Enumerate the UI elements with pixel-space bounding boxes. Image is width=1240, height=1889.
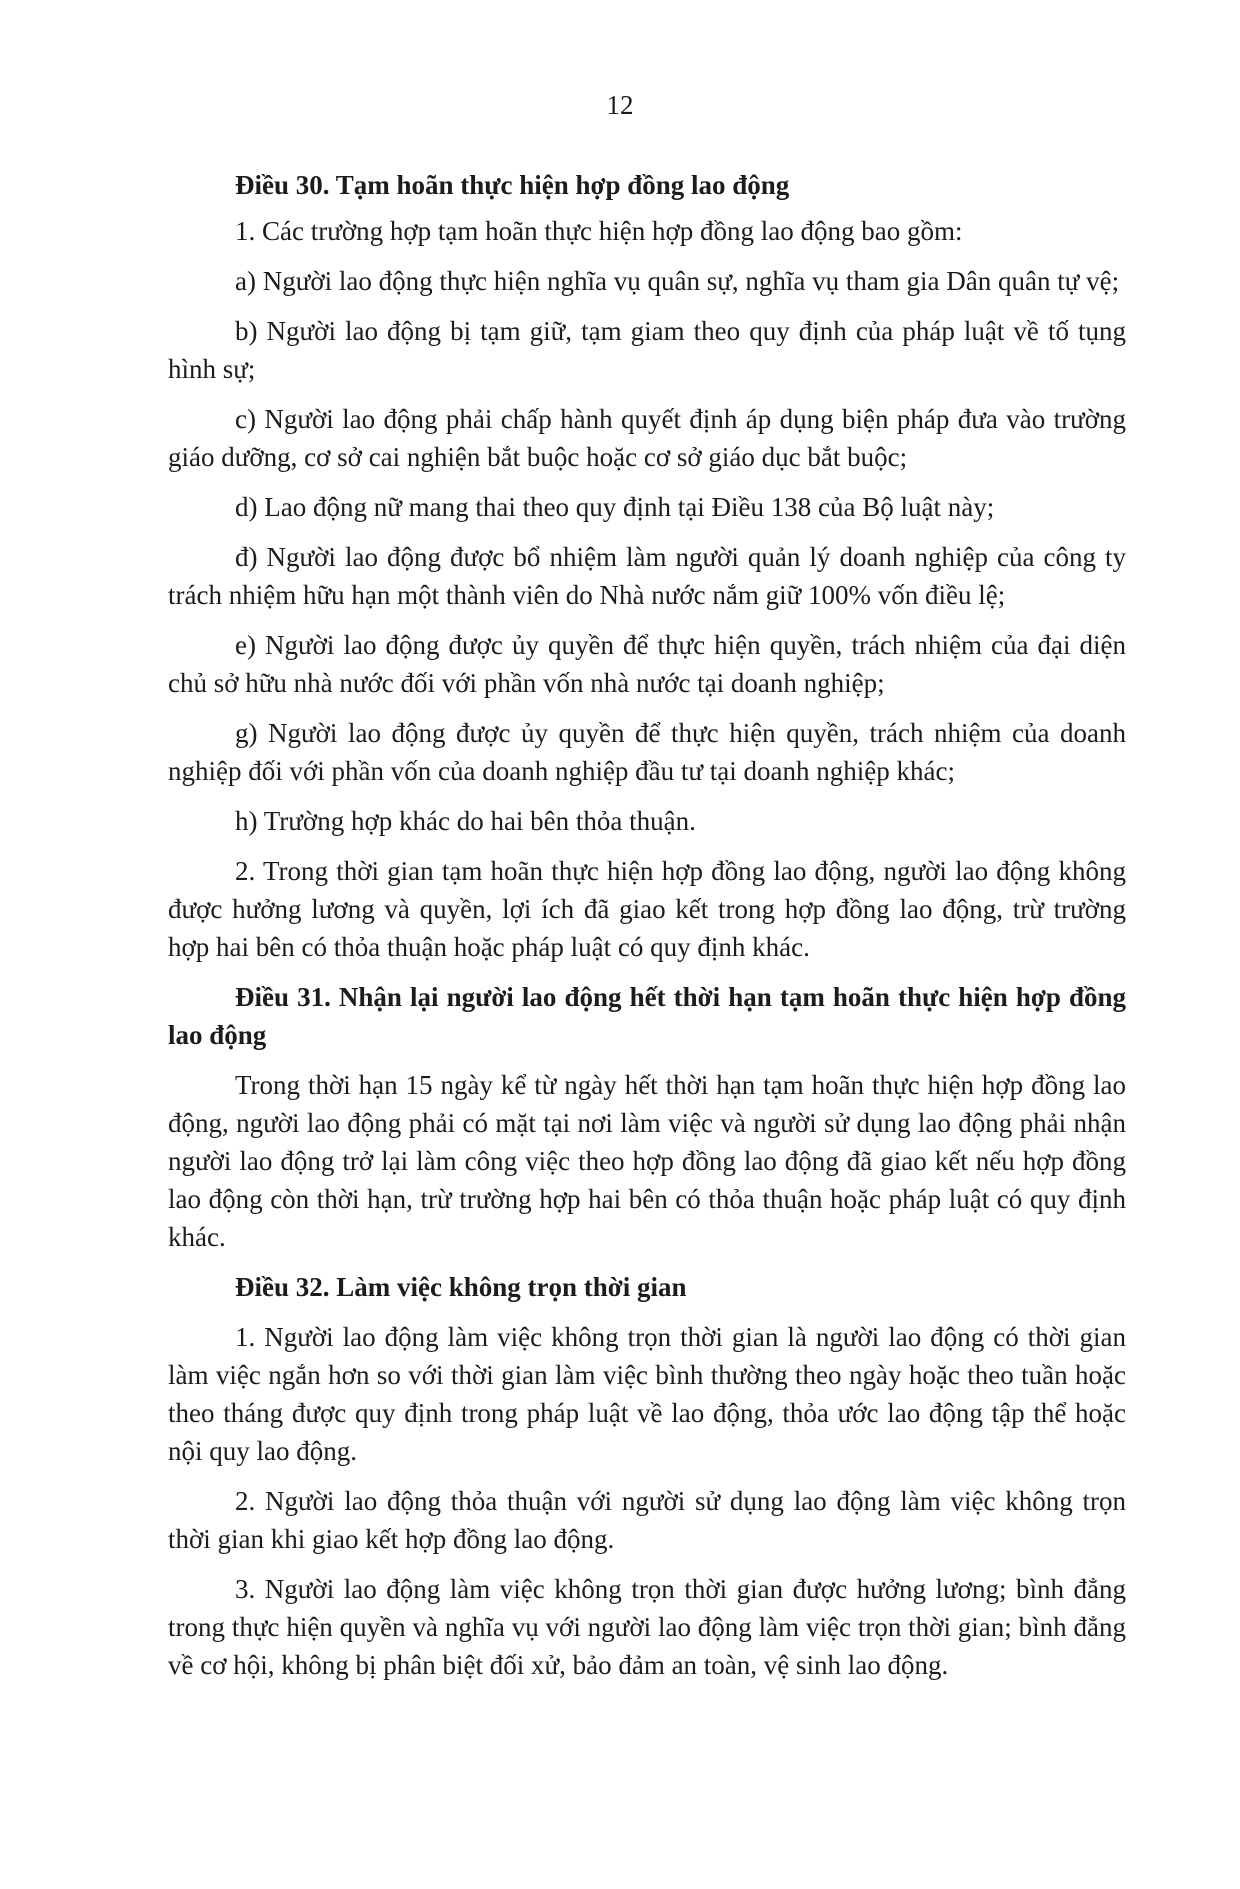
article-paragraph: c) Người lao động phải chấp hành quyết định áp dụng biện pháp đưa vào trường giáo dưỡng, cơ sở cai nghiện bắt buộc hoặc cơ sở giáo dục bắt buộc; [168, 404, 1126, 472]
article-31 [168, 978, 1126, 1256]
article-title: Điều 31. Nhận lại người lao động hết thời hạn tạm hoãn thực hiện hợp đồng lao động [168, 982, 1126, 1050]
article-paragraph: Trong thời hạn 15 ngày kể từ ngày hết thời hạn tạm hoãn thực hiện hợp đồng lao động, người lao động phải có mặt tại nơi làm việc và người sử dụng lao động phải nhận người lao động trở lại làm công việc theo hợp đồng lao động đã giao kết nếu hợp đồng lao động còn thời hạn, trừ trường hợp hai bên có thỏa thuận hoặc pháp luật có quy định khác. [168, 1070, 1126, 1252]
article-paragraph: b) Người lao động bị tạm giữ, tạm giam theo quy định của pháp luật về tố tụng hình sự; [168, 316, 1126, 384]
article-paragraph: a) Người lao động thực hiện nghĩa vụ quân sự, nghĩa vụ tham gia Dân quân tự vệ; [235, 266, 1120, 296]
article-paragraph: 3. Người lao động làm việc không trọn thời gian được hưởng lương; bình đẳng trong thực hiện quyền và nghĩa vụ với người lao động làm việc trọn thời gian; bình đẳng về cơ hội, không bị phân biệt đối xử, bảo đảm an toàn, vệ sinh lao động. [168, 1574, 1126, 1680]
article-title: Điều 32. Làm việc không trọn thời gian [235, 1272, 687, 1302]
article-32 [168, 1268, 1126, 1684]
article-30 [168, 166, 1126, 966]
article-paragraph: d) Lao động nữ mang thai theo quy định tại Điều 138 của Bộ luật này; [235, 492, 995, 522]
article-paragraph: e) Người lao động được ủy quyền để thực hiện quyền, trách nhiệm của đại diện chủ sở hữu nhà nước đối với phần vốn nhà nước tại doanh nghiệp; [168, 630, 1126, 698]
article-paragraph: g) Người lao động được ủy quyền để thực hiện quyền, trách nhiệm của doanh nghiệp đối với phần vốn của doanh nghiệp đầu tư tại doanh nghiệp khác; [168, 718, 1126, 786]
article-paragraph: 2. Trong thời gian tạm hoãn thực hiện hợp đồng lao động, người lao động không được hưởng lương và quyền, lợi ích đã giao kết trong hợp đồng lao động, trừ trường hợp hai bên có thỏa thuận hoặc pháp luật có quy định khác. [168, 856, 1126, 962]
article-paragraph: đ) Người lao động được bổ nhiệm làm người quản lý doanh nghiệp của công ty trách nhiệm hữu hạn một thành viên do Nhà nước nắm giữ 100% vốn điều lệ; [168, 542, 1126, 610]
article-paragraph: 1. Người lao động làm việc không trọn thời gian là người lao động có thời gian làm việc ngắn hơn so với thời gian làm việc bình thường theo ngày hoặc theo tuần hoặc theo tháng được quy định trong pháp luật về lao động, thỏa ước lao động tập thể hoặc nội quy lao động. [168, 1322, 1126, 1466]
article-paragraph: 1. Các trường hợp tạm hoãn thực hiện hợp đồng lao động bao gồm: [235, 216, 963, 246]
article-paragraph: 2. Người lao động thỏa thuận với người sử dụng lao động làm việc không trọn thời gian khi giao kết hợp đồng lao động. [168, 1486, 1126, 1554]
page-number: 12 [606, 90, 634, 120]
document-body [168, 166, 1126, 1696]
article-paragraph: h) Trường hợp khác do hai bên thỏa thuận. [235, 806, 696, 836]
article-title: Điều 30. Tạm hoãn thực hiện hợp đồng lao động [235, 170, 790, 200]
